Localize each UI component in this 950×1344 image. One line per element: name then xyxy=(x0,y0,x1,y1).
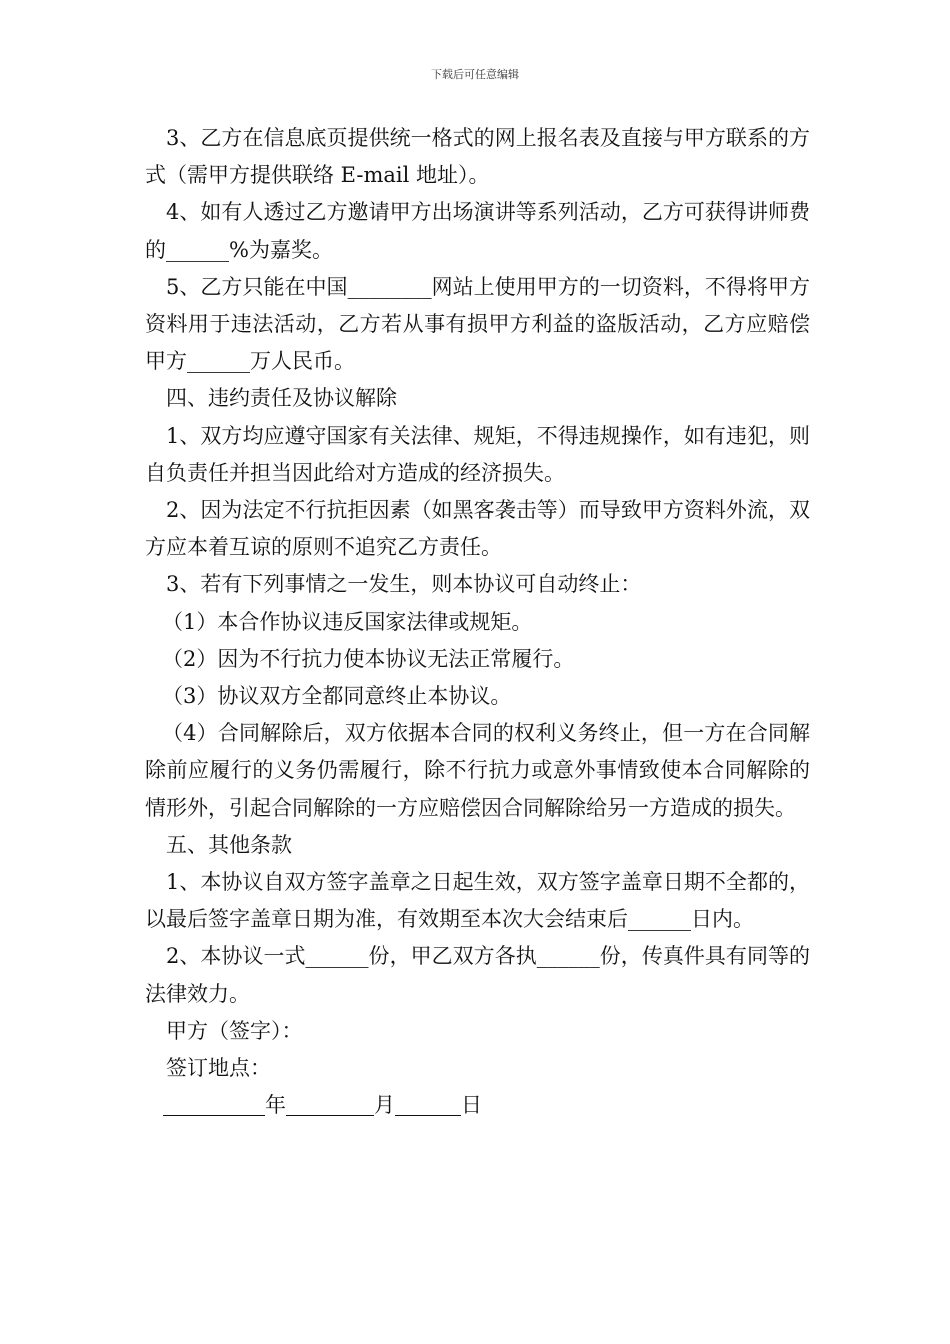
clause-3-contact-info: 3、乙方在信息底页提供统一格式的网上报名表及直接与甲方联系的方式（需甲方提供联络 E-mail 地址）。 xyxy=(145,126,810,188)
termination-item-1: （1）本合作协议违反国家法律或规矩。 xyxy=(162,609,533,634)
signing-location-label: 签订地点： xyxy=(166,1056,271,1081)
clause-4-1-compliance: 1、双方均应遵守国家有关法律、规矩，不得违规操作，如有违犯，则自负责任并担当因此给对方造成的经济损失。 xyxy=(145,423,810,485)
termination-item-4: （4）合同解除后，双方依据本合同的权利义务终止，但一方在合同解除前应履行的义务仍需履行，除不行抗力或意外事情致使本合同解除的情形外，引起合同解除的一方应赔偿因合同解除给另一方造成的损失。 xyxy=(145,721,810,820)
month-label: 月 xyxy=(374,1093,395,1118)
clause-5-1-effective-date: 1、本协议自双方签字盖章之日起生效，双方签字盖章日期不全都的，以最后签字盖章日期为准，有效期至本次大会结束后______日内。 xyxy=(145,870,810,932)
clause-5-material-usage: 5、乙方只能在中国________网站上使用甲方的一切资料，不得将甲方资料用于违法活动，乙方若从事有损甲方利益的盗版活动，乙方应赔偿甲方______万人民币。 xyxy=(145,274,810,374)
clause-4-speaker-fee: 4、如有人透过乙方邀请甲方出场演讲等系列活动，乙方可获得讲师费的______%为嘉奖。 xyxy=(145,200,810,262)
page-header: 下载后可任意编辑 xyxy=(431,68,519,81)
clause-4-3-termination: 3、若有下列事情之一发生，则本协议可自动终止： xyxy=(166,572,642,597)
section-5-heading: 五、其他条款 xyxy=(166,832,292,857)
day-label: 日 xyxy=(461,1093,482,1118)
year-blank[interactable] xyxy=(163,1091,265,1116)
document-body xyxy=(145,120,810,1124)
termination-item-3: （3）协议双方全都同意终止本协议。 xyxy=(162,684,512,709)
party-a-signature-label: 甲方（签字）： xyxy=(166,1018,303,1043)
year-label: 年 xyxy=(265,1093,286,1118)
clause-5-2-copies: 2、本协议一式______份，甲乙双方各执______份，传真件具有同等的法律效力。 xyxy=(145,944,810,1006)
month-blank[interactable] xyxy=(286,1091,374,1116)
date-line xyxy=(145,1087,810,1124)
section-4-heading: 四、违约责任及协议解除 xyxy=(166,386,397,411)
clause-4-2-force-majeure: 2、因为法定不行抗拒因素（如黑客袭击等）而导致甲方资料外流，双方应本着互谅的原则不追究乙方责任。 xyxy=(145,498,810,560)
termination-item-2: （2）因为不行抗力使本协议无法正常履行。 xyxy=(162,646,575,671)
day-blank[interactable] xyxy=(395,1091,461,1116)
